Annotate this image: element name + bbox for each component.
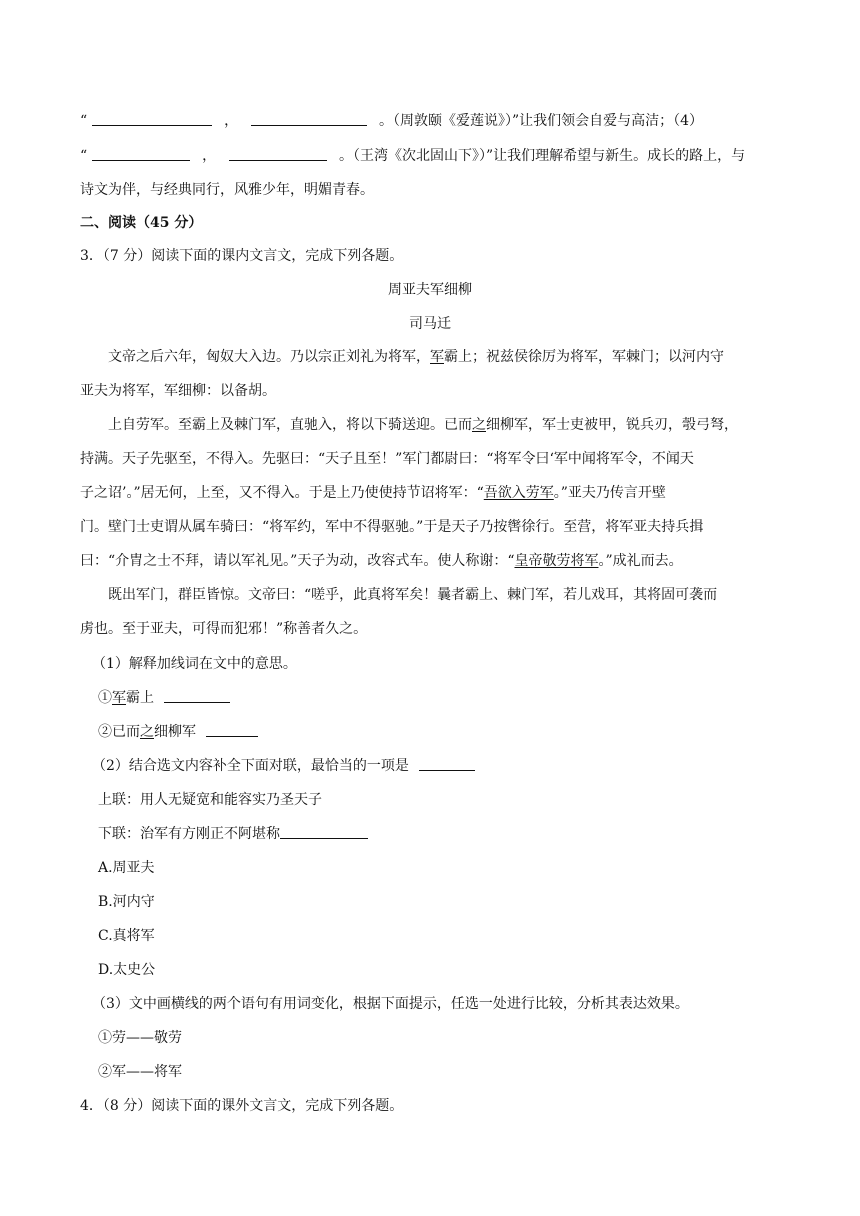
passage-line: 持满。天子先驱至，不得入。先驱曰：“天子且至！”军门都尉曰：“将军令曰‘军中闻将军令，不闻天: [80, 451, 694, 467]
underlined-word: 之: [472, 417, 486, 433]
answer-blank[interactable]: [206, 722, 258, 737]
subquestion-1-item-1: ①军霸上: [98, 688, 230, 708]
passage-line: 文帝之后六年，匈奴大入边。乃以宗正刘礼为将军，军霸上；祝兹侯徐厉为将军，军棘门；以河内守: [108, 349, 724, 365]
passage-line: 既出军门，群臣皆惊。文帝曰：“嗟乎，此真将军矣！曩者霸上、棘门军，若儿戏耳，其将固可袭而: [108, 587, 718, 603]
underlined-word: 军: [112, 690, 126, 706]
underlined-sentence: 皇帝敬劳将军: [514, 553, 599, 569]
question-3-prompt: 3．（7 分）阅读下面的课内文言文，完成下列各题。: [80, 248, 404, 264]
subquestion-1-prompt: （1）解释加线词在文中的意思。: [92, 656, 297, 672]
passage-line: 虏也。至于亚夫，可得而犯邪！”称善者久之。: [80, 621, 368, 637]
answer-blank[interactable]: [251, 111, 367, 126]
subquestion-2-prompt: （2）结合选文内容补全下面对联，最恰当的一项是: [92, 756, 475, 776]
section-heading: 二、阅读（45 分）: [80, 215, 203, 231]
poem-fill-line-2: “ ， 。（王湾《次北固山下》）”让我们理解希望与新生。成长的路上，与: [80, 148, 746, 164]
answer-blank[interactable]: [280, 824, 368, 839]
answer-blank[interactable]: [419, 756, 475, 771]
passage-title: 周亚夫军细柳: [388, 282, 472, 298]
passage-line: 上自劳军。至霸上及棘门军，直驰入，将以下骑送迎。已而之细柳军，军士吏被甲，锐兵刃，彀弓弩，: [108, 417, 738, 433]
passage-line: 亚夫为将军，军细柳：以备胡。: [80, 383, 276, 399]
poem-fill-line-1: “ ， 。（周敦颐《爱莲说》）”让我们领会自爱与高洁；（4）: [80, 113, 704, 129]
answer-blank[interactable]: [229, 146, 327, 161]
option-b[interactable]: B.河内守: [98, 894, 155, 910]
passage-author: 司马迁: [409, 316, 451, 332]
underlined-sentence: 吾欲入劳军: [483, 485, 554, 501]
couplet-upper: 上联：用人无疑宽和能容实乃圣天子: [98, 792, 322, 808]
underlined-word: 军: [430, 349, 444, 365]
passage-line: 子之诏’。”居无何，上至，又不得入。于是上乃使使持节诏将军：“吾欲入劳军。”亚夫乃传言开壁: [80, 485, 666, 501]
option-c[interactable]: C.真将军: [98, 928, 155, 944]
subquestion-1-item-2: ②已而之细柳军: [98, 722, 258, 742]
passage-line: 门。壁门士吏谓从属车骑曰：“将军约，军中不得驱驰。”于是天子乃按辔徐行。至营，将军亚夫持兵揖: [80, 519, 704, 535]
option-d[interactable]: D.太史公: [98, 962, 156, 978]
underlined-word: 之: [140, 724, 154, 740]
subquestion-3-item-2: ②军——将军: [98, 1064, 182, 1080]
answer-blank[interactable]: [164, 688, 230, 703]
question-4-prompt: 4．（8 分）阅读下面的课外文言文，完成下列各题。: [80, 1098, 404, 1114]
subquestion-3-prompt: （3）文中画横线的两个语句有用词变化，根据下面提示，任选一处进行比较，分析其表达效果。: [92, 996, 689, 1012]
paragraph-line: 诗文为伴，与经典同行，风雅少年，明媚青春。: [80, 182, 374, 198]
answer-blank[interactable]: [92, 146, 190, 161]
subquestion-3-item-1: ①劳——敬劳: [98, 1030, 182, 1046]
option-a[interactable]: A.周亚夫: [98, 860, 155, 876]
answer-blank[interactable]: [92, 111, 212, 126]
passage-line: 曰：“介胄之士不拜，请以军礼见。”天子为动，改容式车。使人称谢：“皇帝敬劳将军。”成礼而去。: [80, 553, 683, 569]
couplet-lower: 下联：治军有方刚正不阿堪称: [98, 824, 368, 844]
